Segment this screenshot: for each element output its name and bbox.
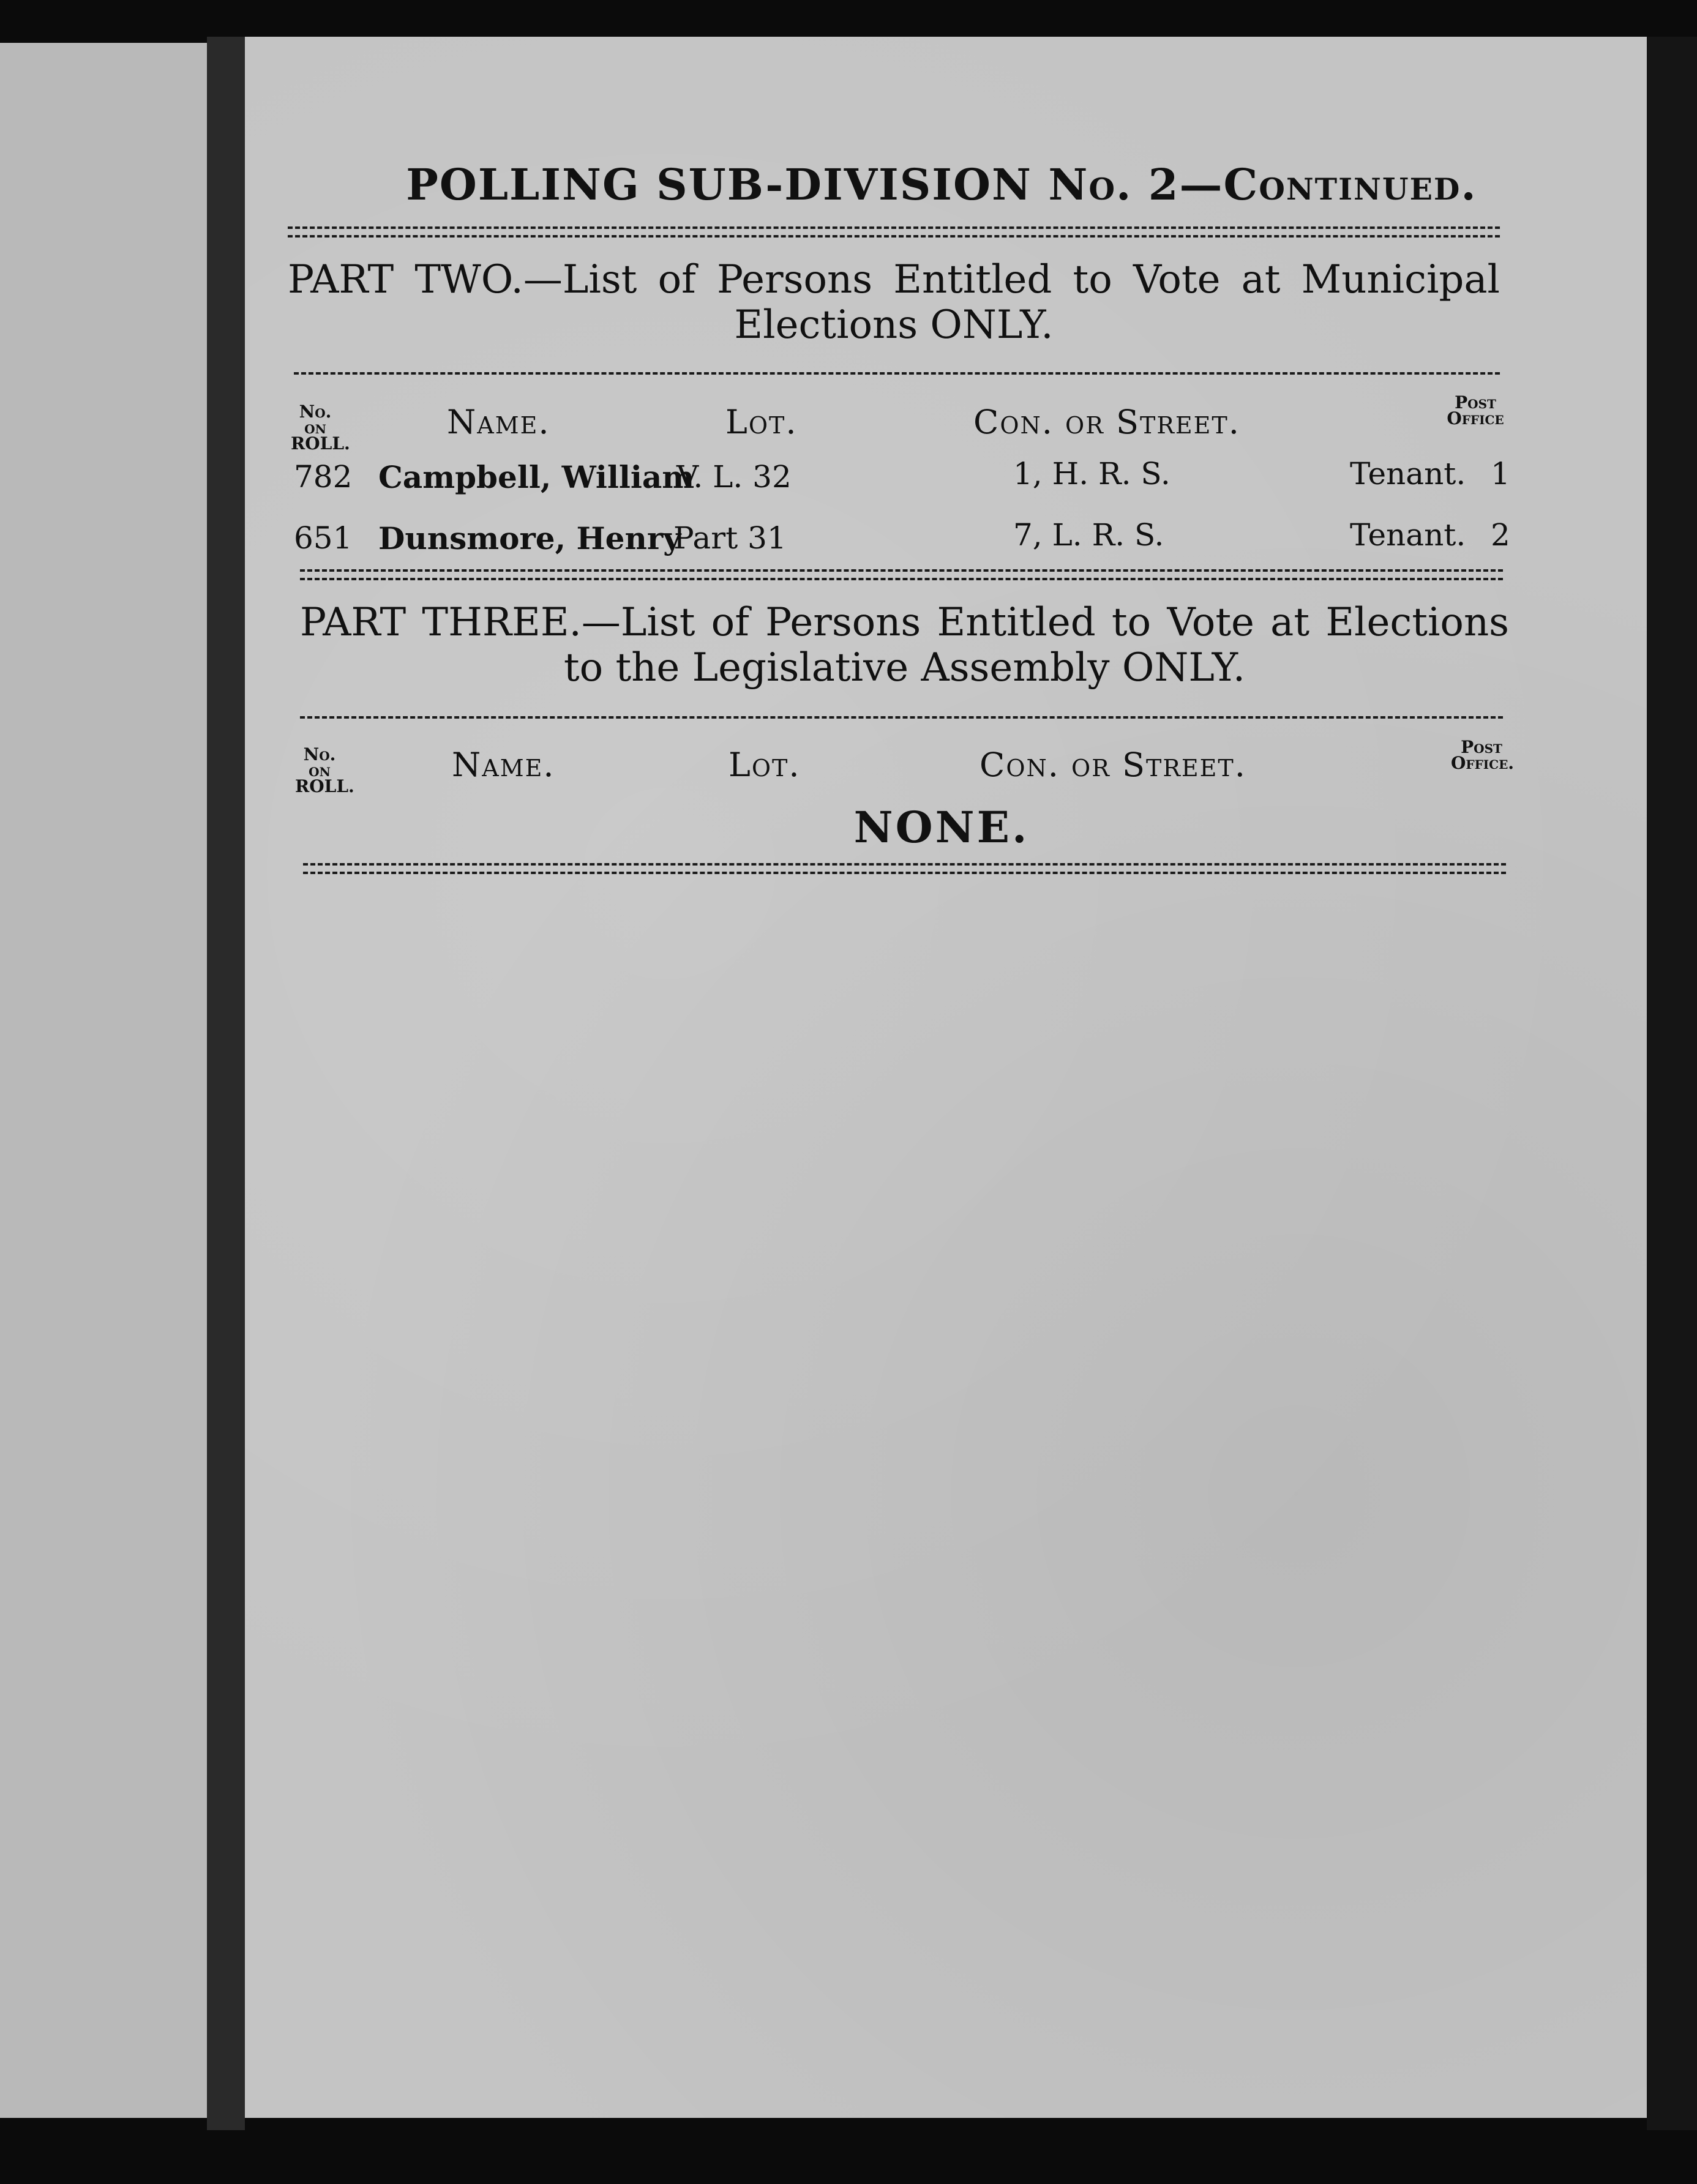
book-spine [207, 37, 245, 2130]
header-post-office: Post Office. [1451, 737, 1515, 773]
roll-number: 651 [294, 520, 353, 556]
voter-lot: V. L. 32 [676, 459, 792, 495]
voter-post-office: 2 [1491, 517, 1510, 553]
header-con-or-street: Con. or Street. [980, 746, 1246, 784]
part-three-heading: PART THREE.—List of Persons Entitled to Vote at Elections to the Legislative Assembly ONLY. [300, 600, 1509, 690]
part-two-end-divider [300, 569, 1503, 580]
voter-lot: Part 31 [673, 520, 787, 556]
header-name: Name. [452, 746, 555, 784]
none-entry: NONE. [853, 802, 1030, 853]
header-no-on-roll: No. on ROLL. [291, 402, 350, 454]
part-two-divider [294, 372, 1500, 375]
header-name: Name. [447, 403, 550, 441]
header-no-on-roll: No. on ROLL. [295, 744, 354, 796]
document-page [245, 37, 1647, 2118]
title-divider [288, 226, 1500, 237]
roll-number: 782 [294, 459, 353, 495]
facing-page [0, 43, 212, 2118]
voter-status: Tenant. [1350, 456, 1466, 492]
voter-status: Tenant. [1350, 517, 1466, 553]
voter-con-or-street: 1, H. R. S. [1013, 456, 1171, 492]
voter-name: Dunsmore, Henry [378, 520, 681, 556]
page-title: POLLING SUB-DIVISION No. 2—Continued. [406, 159, 1477, 210]
part-three-end-divider [303, 863, 1506, 874]
voter-post-office: 1 [1491, 456, 1510, 492]
part-three-divider [300, 716, 1503, 719]
page-edge [1647, 37, 1697, 2130]
header-post-office: Post Office [1447, 392, 1504, 428]
voter-name: Campbell, William [378, 459, 695, 495]
part-two-heading: PART TWO.—List of Persons Entitled to Vote at Municipal Elections ONLY. [288, 257, 1500, 348]
voter-con-or-street: 7, L. R. S. [1013, 517, 1164, 553]
header-con-or-street: Con. or Street. [973, 403, 1240, 441]
header-lot: Lot. [725, 403, 798, 441]
header-lot: Lot. [729, 746, 801, 784]
